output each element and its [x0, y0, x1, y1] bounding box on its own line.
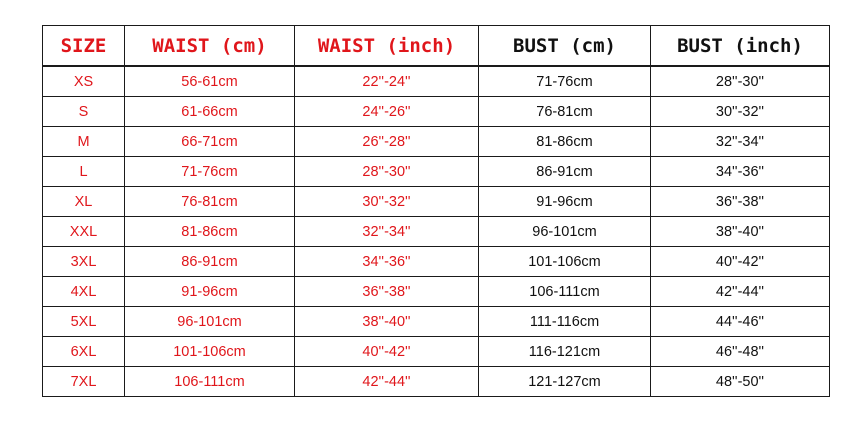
table-row: [43, 157, 830, 187]
header-waist-inch: WAIST (inch): [295, 26, 479, 67]
bust-inch-cell: 44''-46'': [651, 307, 830, 337]
waist-inch-cell: 36''-38'': [295, 277, 479, 307]
waist-cm-cell: 86-91cm: [125, 247, 295, 277]
size-cell: L: [43, 157, 125, 187]
table-row: [43, 97, 830, 127]
waist-inch-cell: 32''-34'': [295, 217, 479, 247]
waist-cm-cell: 81-86cm: [125, 217, 295, 247]
bust-cm-cell: 116-121cm: [479, 337, 651, 367]
waist-inch-cell: 28''-30'': [295, 157, 479, 187]
bust-cm-cell: 111-116cm: [479, 307, 651, 337]
waist-cm-cell: 66-71cm: [125, 127, 295, 157]
size-chart-table: [42, 25, 830, 397]
bust-inch-cell: 48''-50'': [651, 367, 830, 397]
waist-inch-cell: 30''-32'': [295, 187, 479, 217]
header-row: [43, 26, 830, 67]
bust-cm-cell: 71-76cm: [479, 66, 651, 97]
waist-inch-cell: 38''-40'': [295, 307, 479, 337]
waist-inch-cell: 24''-26'': [295, 97, 479, 127]
size-cell: S: [43, 97, 125, 127]
waist-cm-cell: 76-81cm: [125, 187, 295, 217]
bust-inch-cell: 42''-44'': [651, 277, 830, 307]
table-row: [43, 217, 830, 247]
size-cell: XXL: [43, 217, 125, 247]
size-cell: 6XL: [43, 337, 125, 367]
size-cell: 4XL: [43, 277, 125, 307]
size-cell: M: [43, 127, 125, 157]
waist-cm-cell: 61-66cm: [125, 97, 295, 127]
bust-inch-cell: 36''-38'': [651, 187, 830, 217]
bust-cm-cell: 86-91cm: [479, 157, 651, 187]
table-row: [43, 367, 830, 397]
bust-inch-cell: 28''-30'': [651, 66, 830, 97]
bust-cm-cell: 91-96cm: [479, 187, 651, 217]
size-cell: 7XL: [43, 367, 125, 397]
bust-cm-cell: 106-111cm: [479, 277, 651, 307]
header-bust-cm: BUST (cm): [479, 26, 651, 67]
table-row: [43, 66, 830, 97]
waist-cm-cell: 96-101cm: [125, 307, 295, 337]
header-waist-cm: WAIST (cm): [125, 26, 295, 67]
bust-inch-cell: 40''-42'': [651, 247, 830, 277]
bust-cm-cell: 121-127cm: [479, 367, 651, 397]
header-bust-inch: BUST (inch): [651, 26, 830, 67]
header-size: SIZE: [43, 26, 125, 67]
waist-cm-cell: 106-111cm: [125, 367, 295, 397]
bust-inch-cell: 30''-32'': [651, 97, 830, 127]
table-row: [43, 127, 830, 157]
size-cell: XL: [43, 187, 125, 217]
bust-inch-cell: 46''-48'': [651, 337, 830, 367]
waist-inch-cell: 40''-42'': [295, 337, 479, 367]
waist-inch-cell: 42''-44'': [295, 367, 479, 397]
size-cell: 3XL: [43, 247, 125, 277]
bust-cm-cell: 101-106cm: [479, 247, 651, 277]
table-row: [43, 187, 830, 217]
bust-cm-cell: 81-86cm: [479, 127, 651, 157]
waist-cm-cell: 71-76cm: [125, 157, 295, 187]
waist-cm-cell: 101-106cm: [125, 337, 295, 367]
bust-cm-cell: 96-101cm: [479, 217, 651, 247]
table-row: [43, 247, 830, 277]
bust-inch-cell: 34''-36'': [651, 157, 830, 187]
waist-cm-cell: 56-61cm: [125, 66, 295, 97]
waist-cm-cell: 91-96cm: [125, 277, 295, 307]
table-row: [43, 337, 830, 367]
waist-inch-cell: 34''-36'': [295, 247, 479, 277]
size-cell: XS: [43, 66, 125, 97]
table-row: [43, 277, 830, 307]
bust-cm-cell: 76-81cm: [479, 97, 651, 127]
waist-inch-cell: 22''-24'': [295, 66, 479, 97]
size-cell: 5XL: [43, 307, 125, 337]
bust-inch-cell: 32''-34'': [651, 127, 830, 157]
waist-inch-cell: 26''-28'': [295, 127, 479, 157]
table-row: [43, 307, 830, 337]
bust-inch-cell: 38''-40'': [651, 217, 830, 247]
